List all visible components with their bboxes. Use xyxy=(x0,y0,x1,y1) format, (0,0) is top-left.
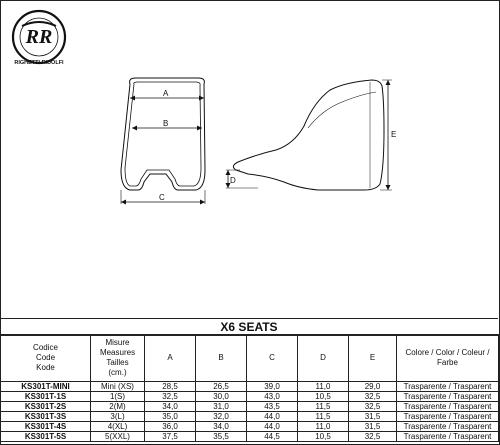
dim-label-e: E xyxy=(391,130,397,139)
cell-e: 32,5 xyxy=(349,402,397,412)
cell-size: 1(S) xyxy=(91,392,145,402)
cell-code: KS301T-2S xyxy=(1,402,91,412)
svg-text:RR: RR xyxy=(25,26,53,48)
dim-label-d: D xyxy=(230,176,236,185)
dim-label-a: A xyxy=(163,89,169,98)
seat-diagram xyxy=(108,70,408,210)
cell-a: 34,0 xyxy=(145,402,196,412)
cell-b: 26,5 xyxy=(196,382,247,392)
cell-b: 35,5 xyxy=(196,432,247,442)
cell-color: Trasparente / Trasparent xyxy=(397,382,499,392)
cell-size: 5(XXL) xyxy=(91,432,145,442)
cell-a: 35,0 xyxy=(145,412,196,422)
cell-size: Mini (XS) xyxy=(91,382,145,392)
brand-logo xyxy=(8,6,70,68)
cell-b: 32,0 xyxy=(196,412,247,422)
cell-e: 29,0 xyxy=(349,382,397,392)
header-d: D xyxy=(298,335,349,382)
cell-a: 32,5 xyxy=(145,392,196,402)
cell-code: KS301T-3S xyxy=(1,412,91,422)
cell-d: 10,5 xyxy=(298,432,349,442)
cell-color: Trasparente / Trasparent xyxy=(397,422,499,432)
header-b: B xyxy=(196,335,247,382)
cell-color: Trasparente / Trasparent xyxy=(397,392,499,402)
svg-text:RIGHETTI RIDOLFI: RIGHETTI RIDOLFI xyxy=(14,60,64,66)
cell-color: Trasparente / Trasparent xyxy=(397,432,499,442)
cell-a: 28,5 xyxy=(145,382,196,392)
cell-c: 43,0 xyxy=(247,392,298,402)
cell-code: KS301T-1S xyxy=(1,392,91,402)
cell-e: 32,5 xyxy=(349,432,397,442)
table-header-row xyxy=(1,335,499,382)
cell-d: 11,0 xyxy=(298,382,349,392)
cell-d: 10,5 xyxy=(298,392,349,402)
cell-a: 37,5 xyxy=(145,432,196,442)
cell-size: 4(XL) xyxy=(91,422,145,432)
cell-d: 11,5 xyxy=(298,412,349,422)
table-row xyxy=(1,412,499,422)
seat-side-view xyxy=(233,80,384,190)
header-size: Misure Measures Tailles (cm.) xyxy=(91,335,145,382)
cell-b: 34,0 xyxy=(196,422,247,432)
table-row xyxy=(1,422,499,432)
cell-d: 11,5 xyxy=(298,402,349,412)
table-row xyxy=(1,402,499,412)
cell-e: 32,5 xyxy=(349,392,397,402)
header-c: C xyxy=(247,335,298,382)
table-row xyxy=(1,392,499,402)
header-e: E xyxy=(349,335,397,382)
cell-c: 44,0 xyxy=(247,422,298,432)
cell-c: 39,0 xyxy=(247,382,298,392)
header-code: Codice Code Kode xyxy=(1,335,91,382)
cell-e: 31,5 xyxy=(349,412,397,422)
cell-a: 36,0 xyxy=(145,422,196,432)
dim-label-c: C xyxy=(159,193,165,202)
cell-d: 11,0 xyxy=(298,422,349,432)
spec-table xyxy=(0,334,499,442)
cell-b: 30,0 xyxy=(196,392,247,402)
cell-e: 31,5 xyxy=(349,422,397,432)
cell-b: 31,0 xyxy=(196,402,247,412)
cell-size: 3(L) xyxy=(91,412,145,422)
dim-label-b: B xyxy=(163,119,169,128)
cell-code: KS301T-5S xyxy=(1,432,91,442)
table-row xyxy=(1,432,499,442)
page-title: X6 SEATS xyxy=(0,318,498,336)
table-row xyxy=(1,382,499,392)
cell-color: Trasparente / Trasparent xyxy=(397,412,499,422)
cell-c: 44,5 xyxy=(247,432,298,442)
cell-c: 44,0 xyxy=(247,412,298,422)
cell-code: KS301T-MINI xyxy=(1,382,91,392)
cell-code: KS301T-4S xyxy=(1,422,91,432)
cell-color: Trasparente / Trasparent xyxy=(397,402,499,412)
cell-size: 2(M) xyxy=(91,402,145,412)
cell-c: 43,5 xyxy=(247,402,298,412)
header-a: A xyxy=(145,335,196,382)
header-color: Colore / Color / Coleur / Farbe xyxy=(397,335,499,382)
